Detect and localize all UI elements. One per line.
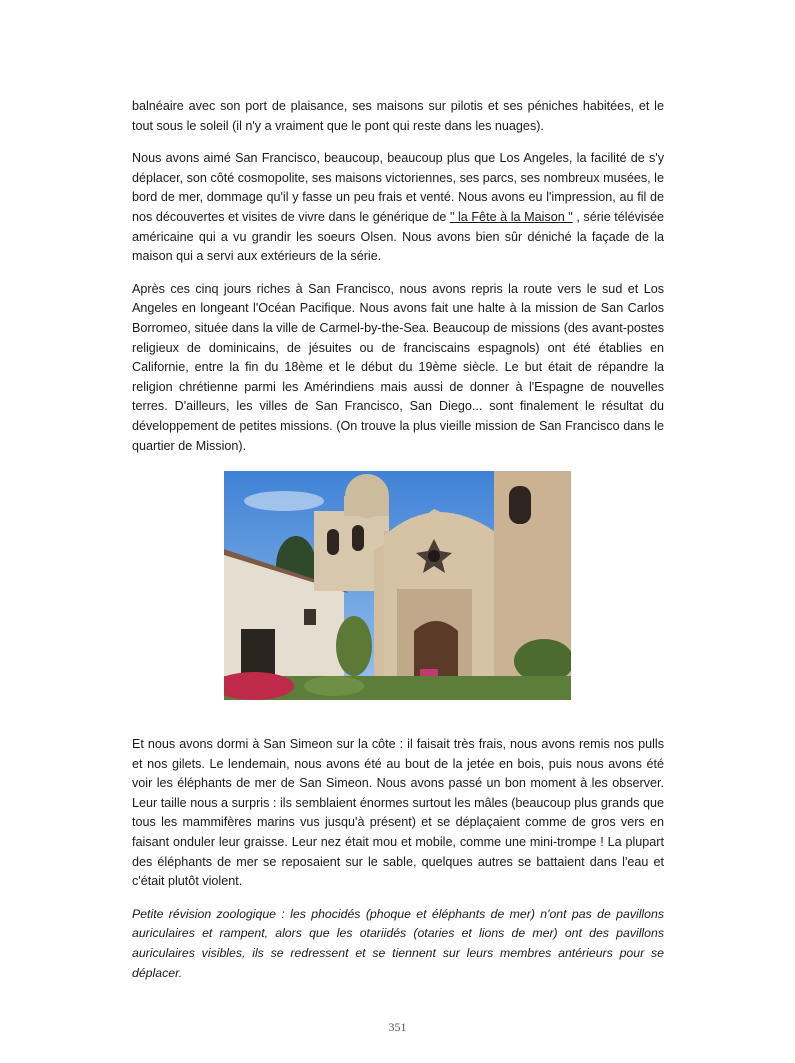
paragraph-intro: balnéaire avec son port de plaisance, ses maisons sur pilotis et ses péniches habitées, et le tout sous le soleil (il n'y a vraiment que le pont qui reste dans les nuages). <box>132 99 664 133</box>
paragraph-text: Nous avons aimé San Francisco, beaucoup, beaucoup plus que Los Angeles, la facilité de s'y déplacer, son côté cosmopolite, ses maisons victoriennes, ses parcs, ses nombreux musées, le bord de mer, dommage qu'il y fasse un peu frais et venté. Nous avons eu l'impression, au fil de nos découvertes et visites de vivre dans le générique de <box>132 151 664 224</box>
fete-a-la-maison-link[interactable]: " la Fête à la Maison " <box>449 209 573 224</box>
document-body <box>132 97 664 456</box>
paragraph-mission: Après ces cinq jours riches à San Francisco, nous avons repris la route vers le sud et Los Angeles en longeant l'Océan Pacifique. Nous avons fait une halte à la mission de San Carlos Borromeo, située dans la ville de Carmel-by-the-Sea. Beaucoup de missions (des avant-postes religieux de dominicains, de jésuites ou de franciscains espagnols) ont été établies en Californie, entre la fin du 18ème et le début du 19ème siècle. Le but était de répandre la religion chrétienne parmi les Amérindiens mais aussi de donner à l'Espagne de nouvelles terres. D'ailleurs, les villes de San Francisco, San Diego... sont finalement le résultat du développement de petites missions. (On trouve la plus vieille mission de San Francisco dans le quartier de Mission). <box>132 281 664 453</box>
mission-church-photo <box>224 471 571 700</box>
page-number: 351 <box>388 1020 407 1034</box>
paragraph-san-simeon: Et nous avons dormi à San Simeon sur la côte : il faisait très frais, nous avons remis nos pulls et nos gilets. Le lendemain, nous avons été au bout de la jetée en bois, puis nous avons été voir les éléphants de mer de San Simeon. Nous avons passé un bon moment à les observer. Leur taille nous a surpris : ils semblaient énormes surtout les mâles (beaucoup plus grands que tous les mammifères marins vus jusqu'à présent) et se déplaçaient comme de gros vers en faisant onduler leur graisse. Leur nez était mou et mobile, comme une mini-trompe ! La plupart des éléphants de mer se reposaient sur le sable, quelques autres se battaient dans l'eau et c'était plutôt violent. <box>132 737 664 889</box>
paragraph-san-francisco <box>132 149 664 267</box>
paragraph-zoology-note: Petite révision zoologique : les phocidés (phoque et éléphants de mer) n'ont pas de pavillons auriculaires et rampent, alors que les otariidés (otaries et lions de mer) ont des pavillons auriculaires visibles, ils se redressent et se tiennent sur leurs membres antérieurs pour se déplacer. <box>132 906 664 980</box>
paragraph-text: , série télévisée américaine qui a vu grandir les soeurs Olsen. Nous avons bien sûr déniché la façade de la maison qui a servi aux extérieurs de la série. <box>132 209 665 264</box>
document-body-continued <box>132 735 664 983</box>
